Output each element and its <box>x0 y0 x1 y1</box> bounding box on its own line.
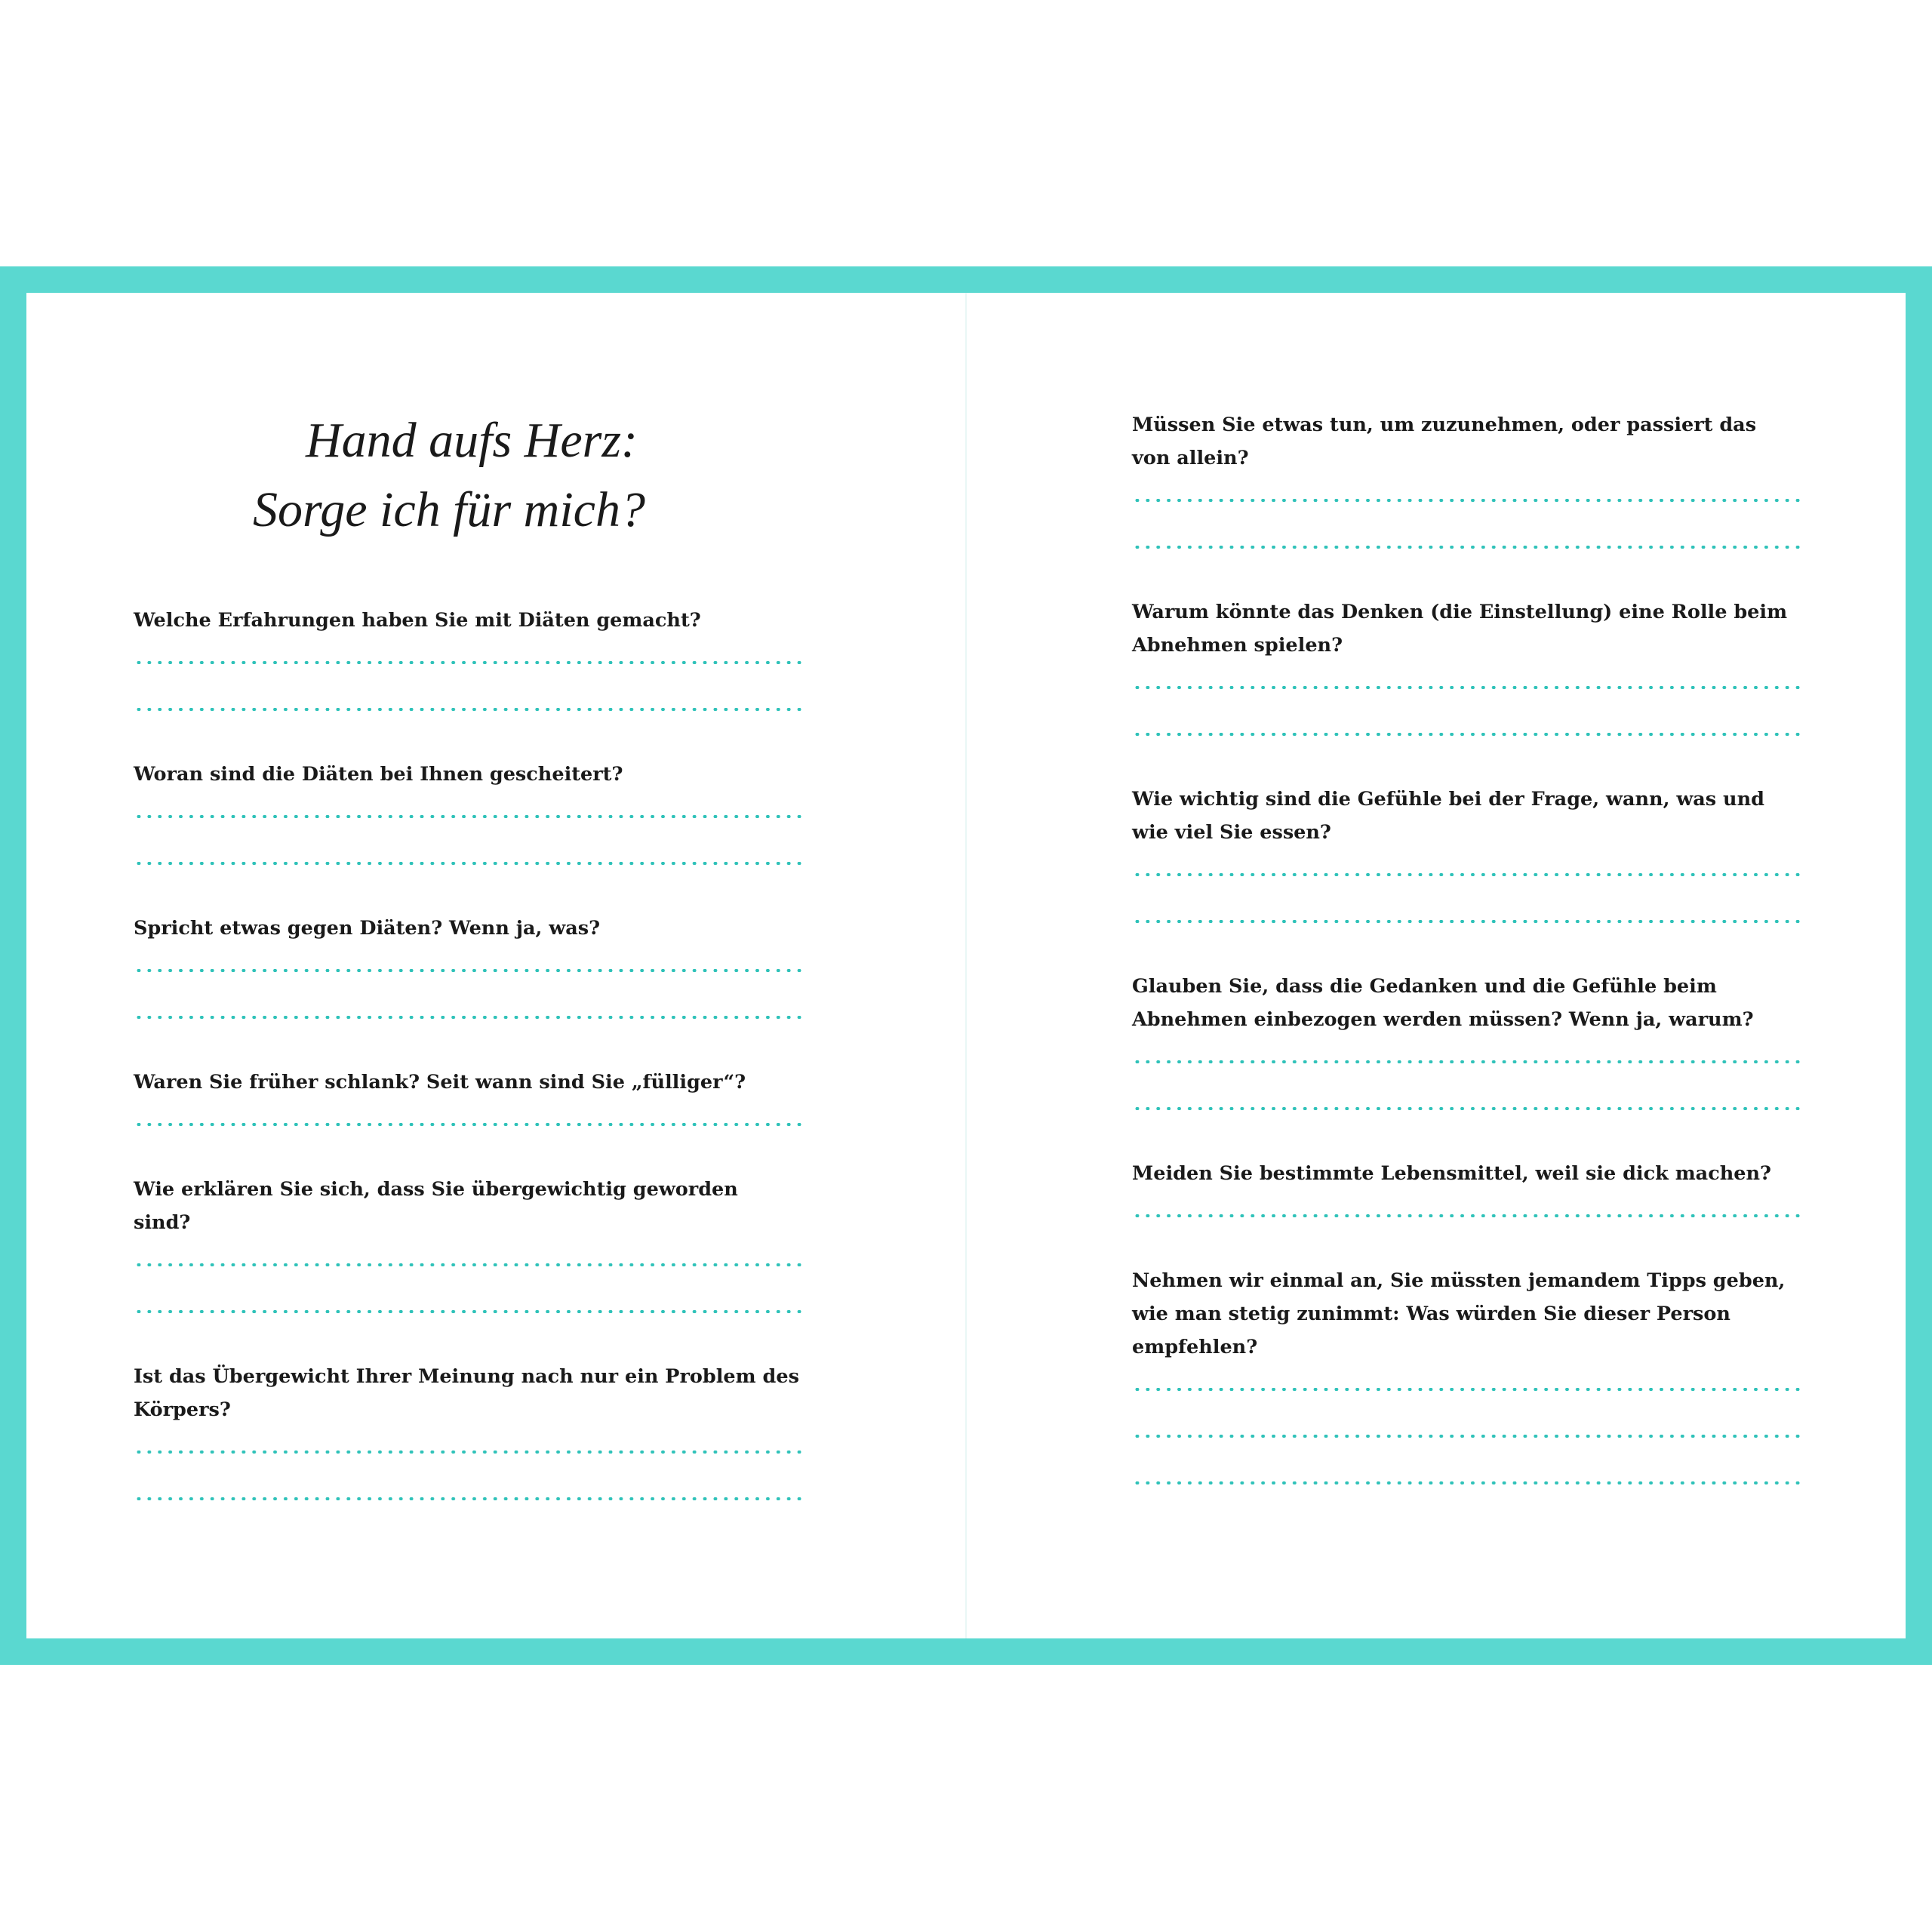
left-page <box>26 293 965 1638</box>
title-line-2: Sorge ich für mich? <box>253 482 645 537</box>
answer-line[interactable] <box>1132 1388 1800 1391</box>
question-block <box>1132 970 1800 1110</box>
answer-line[interactable] <box>134 1310 801 1313</box>
answer-line[interactable] <box>1132 1107 1800 1110</box>
page-title <box>253 406 811 545</box>
left-question-list <box>134 604 801 1547</box>
answer-line[interactable] <box>1132 686 1800 689</box>
question-text: Nehmen wir einmal an, Sie müssten jemandem Tipps geben, wie man stetig zunimmt: Was würden Sie dieser Person empfehlen? <box>1132 1269 1786 1358</box>
title-line-1: Hand aufs Herz: <box>306 413 638 468</box>
answer-line[interactable] <box>1132 733 1800 736</box>
question-text: Glauben Sie, dass die Gedanken und die Gefühle beim Abnehmen einbezogen werden müssen? Wenn ja, warum? <box>1132 975 1754 1031</box>
question-block <box>134 1360 801 1500</box>
question-text: Ist das Übergewicht Ihrer Meinung nach nur ein Problem des Körpers? <box>134 1365 799 1421</box>
answer-line[interactable] <box>1132 1060 1800 1063</box>
answer-line[interactable] <box>134 862 801 865</box>
answer-line[interactable] <box>134 815 801 818</box>
book-spread <box>0 266 1932 1665</box>
answer-line[interactable] <box>1132 499 1800 502</box>
answer-line[interactable] <box>134 661 801 664</box>
answer-line[interactable] <box>1132 1481 1800 1484</box>
answer-line[interactable] <box>134 1123 801 1126</box>
answer-line[interactable] <box>1132 1214 1800 1217</box>
question-text: Wie wichtig sind die Gefühle bei der Frage, wann, was und wie viel Sie essen? <box>1132 788 1764 844</box>
question-text: Waren Sie früher schlank? Seit wann sind Sie „fülliger“? <box>134 1071 746 1094</box>
question-block <box>1132 1264 1800 1484</box>
answer-line[interactable] <box>1132 920 1800 923</box>
answer-line[interactable] <box>134 1263 801 1266</box>
right-question-list <box>1132 408 1800 1531</box>
right-page <box>967 293 1906 1638</box>
question-block <box>134 912 801 1019</box>
question-block <box>1132 595 1800 736</box>
answer-line[interactable] <box>134 1016 801 1019</box>
question-text: Welche Erfahrungen haben Sie mit Diäten gemacht? <box>134 609 701 632</box>
question-text: Wie erklären Sie sich, dass Sie übergewichtig geworden sind? <box>134 1178 738 1234</box>
answer-line[interactable] <box>134 1497 801 1500</box>
question-block <box>1132 1157 1800 1217</box>
question-text: Warum könnte das Denken (die Einstellung) eine Rolle beim Abnehmen spielen? <box>1132 601 1788 657</box>
answer-line[interactable] <box>134 969 801 972</box>
question-block <box>134 1066 801 1126</box>
answer-line[interactable] <box>1132 873 1800 876</box>
question-block <box>134 604 801 711</box>
answer-line[interactable] <box>134 1451 801 1454</box>
question-text: Müssen Sie etwas tun, um zuzunehmen, oder passiert das von allein? <box>1132 414 1757 469</box>
question-text: Woran sind die Diäten bei Ihnen gescheitert? <box>134 763 623 786</box>
answer-line[interactable] <box>134 708 801 711</box>
question-block <box>1132 408 1800 549</box>
question-text: Meiden Sie bestimmte Lebensmittel, weil sie dick machen? <box>1132 1162 1771 1185</box>
question-block <box>134 1173 801 1313</box>
answer-line[interactable] <box>1132 546 1800 549</box>
question-text: Spricht etwas gegen Diäten? Wenn ja, was? <box>134 917 601 940</box>
question-block <box>1132 783 1800 923</box>
answer-line[interactable] <box>1132 1435 1800 1438</box>
question-block <box>134 758 801 865</box>
